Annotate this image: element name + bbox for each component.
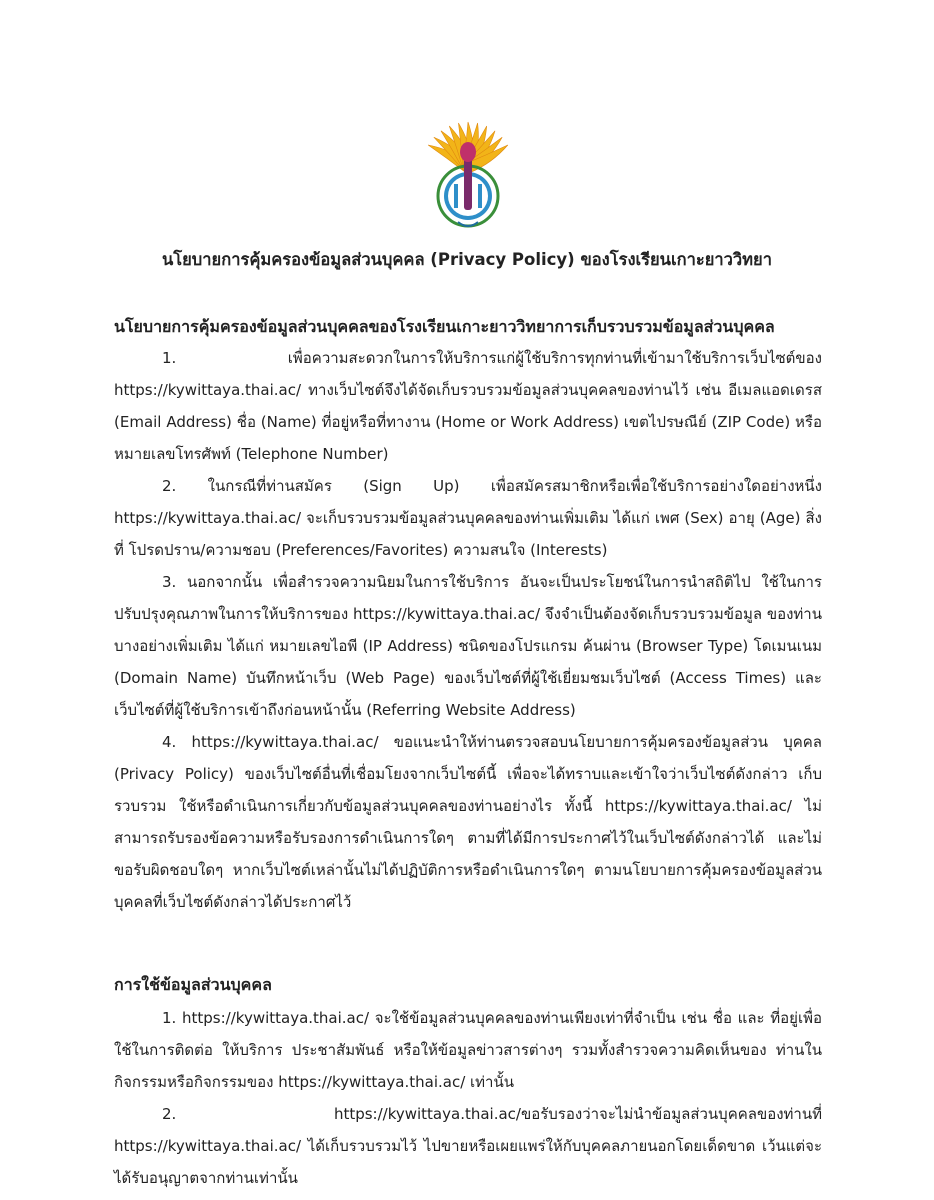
paragraph: 1. เพื่อความสะดวกในการให้บริการแก่ผู้ใช้บริการทุกท่านที่เข้ามาใช้บริการเว็บไซต์ของ https://kywittaya.thai.ac/ ทางเว็บไซต์จึงได้จัดเก็บรวบรวมข้อมูลส่วนบุคคลของท่านไว้ เช่น อีเมลแอดเดรส (Email Address) ชื่อ (Name) ที่อยู่หรือที่ทางาน (Home or Work Address) เขตไปรษณีย์ (ZIP Code) หรือหมายเลขโทรศัพท์ (Telephone Number) [114,349,822,463]
school-emblem-icon [418,112,518,236]
section-heading-data-collection: นโยบายการคุ้มครองข้อมูลส่วนบุคคลของโรงเรียนเกาะยาววิทยาการเก็บรวบรวมข้อมูลส่วนบุคคล [114,317,775,336]
paragraph: 2. https://kywittaya.thai.ac/ขอรับรองว่าจะไม่นำข้อมูลส่วนบุคคลของท่านที่ https://kywittaya.thai.ac/ ได้เก็บรวบรวมไว้ ไปขายหรือเผยแพร่ให้กับบุคคลภายนอกโดยเด็ดขาด เว้นแต่จะ ได้รับอนุญาตจากท่านเท่านั้น [114,1105,822,1187]
section-heading-data-use: การใช้ข้อมูลส่วนบุคคล [114,975,272,994]
section-data-collection-body [114,342,822,918]
paragraph: 4. https://kywittaya.thai.ac/ ขอแนะนำให้ท่านตรวจสอบนโยบายการคุ้มครองข้อมูลส่วน บุคคล (Privacy Policy) ของเว็บไซต์อื่นที่เชื่อมโยงจากเว็บไซต์นี้ เพื่อจะได้ทราบและเข้าใจว่าเว็บไซต์ดังกล่าว เก็บรวบรวม ใช้หรือดำเนินการเกี่ยวกับข้อมูลส่วนบุคคลของท่านอย่างไร ทั้งนี้ https://kywittaya.thai.ac/ ไม่สามารถรับรองข้อความหรือรับรองการดำเนินการใดๆ ตามที่ได้มีการประกาศไว้ในเว็บไซต์ดังกล่าวได้ และไม่ขอรับผิดชอบใดๆ หากเว็บไซต์เหล่านั้นไม่ได้ปฏิบัติการหรือดำเนินการใดๆ ตามนโยบายการคุ้มครองข้อมูลส่วนบุคคลที่เว็บไซต์ดังกล่าวได้ประกาศไว้ [114,733,822,911]
paragraph: 2. ในกรณีที่ท่านสมัคร (Sign Up) เพื่อสมัครสมาชิกหรือเพื่อใช้บริการอย่างใดอย่างหนึ่ง https://kywittaya.thai.ac/ จะเก็บรวบรวมข้อมูลส่วนบุคคลของท่านเพิ่มเติม ได้แก่ เพศ (Sex) อายุ (Age) สิ่งที่ โปรดปราน/ความชอบ (Preferences/Favorites) ความสนใจ (Interests) [114,477,823,559]
paragraph: 1. https://kywittaya.thai.ac/ จะใช้ข้อมูลส่วนบุคคลของท่านเพียงเท่าที่จำเป็น เช่น ชื่อ และ ที่อยู่เพื่อใช้ในการติดต่อ ให้บริการ ประชาสัมพันธ์ หรือให้ข้อมูลข่าวสารต่างๆ รวมทั้งสำรวจความคิดเห็นของ ท่านในกิจกรรมหรือกิจกรรมของ https://kywittaya.thai.ac/ เท่านั้น [114,1009,822,1091]
section-data-use-body [114,1002,822,1194]
document-title: นโยบายการคุ้มครองข้อมูลส่วนบุคคล (Privacy Policy) ของโรงเรียนเกาะยาววิทยา [162,250,772,269]
paragraph: 3. นอกจากนั้น เพื่อสำรวจความนิยมในการใช้บริการ อันจะเป็นประโยชน์ในการนำสถิติไป ใช้ในการปรับปรุงคุณภาพในการให้บริการของ https://kywittaya.thai.ac/ จึงจำเป็นต้องจัดเก็บรวบรวมข้อมูล ของท่านบางอย่างเพิ่มเติม ได้แก่ หมายเลขไอพี (IP Address) ชนิดของโปรแกรม ค้นผ่าน (Browser Type) โดเมนเนม (Domain Name) บันทึกหน้าเว็บ (Web Page) ของเว็บไซต์ที่ผู้ใช้เยี่ยมชมเว็บไซต์ (Access Times) และเว็บไซต์ที่ผู้ใช้บริการเข้าถึงก่อนหน้านั้น (Referring Website Address) [114,573,822,719]
